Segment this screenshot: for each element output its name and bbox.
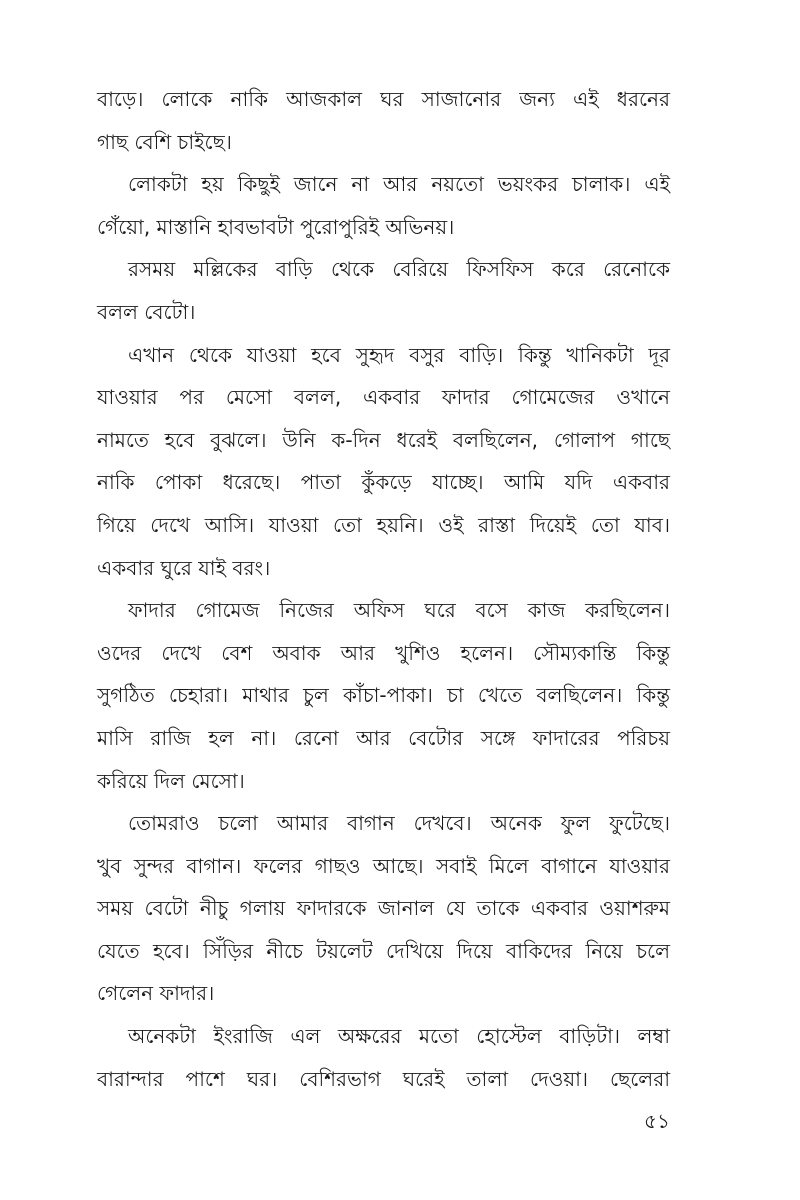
text-line: রসময় মল্লিকের বাড়ি থেকে বেরিয়ে ফিসফিস করে রেনোকে [128, 257, 670, 282]
text-line: গেলেন ফাদার। [97, 981, 215, 1006]
text-line: নামতে হবে বুঝলে। উনি ক-দিন ধরেই বলছিলেন, গোলাপ গাছে [97, 427, 670, 452]
book-page-text [97, 78, 670, 1100]
text-line: ফাদার গোমেজ নিজের অফিস ঘরে বসে কাজ করছিলেন। [128, 598, 670, 623]
text-line: অনেকটা ইংরাজি এল অক্ষরের মতো হোস্টেল বাড়িটা। লম্বা [128, 1024, 670, 1049]
text-line: যেতে হবে। সিঁড়ির নীচে টয়লেট দেখিয়ে দিয়ে বাকিদের নিয়ে চলে [97, 938, 670, 963]
text-line: ওদের দেখে বেশ অবাক আর খুশিও হলেন। সৌম্যকান্তি কিন্তু [97, 640, 670, 665]
text-line: গিয়ে দেখে আসি। যাওয়া তো হয়নি। ওই রাস্তা দিয়েই তো যাব। [97, 512, 670, 537]
page-number: ৫১ [644, 1109, 670, 1133]
text-line: তোমরাও চলো আমার বাগান দেখবে। অনেক ফুল ফুটেছে। [128, 811, 670, 836]
text-line: একবার ঘুরে যাই বরং। [97, 555, 271, 580]
text-line: বারান্দার পাশে ঘর। বেশিরভাগ ঘরেই তালা দেওয়া। ছেলেরা [97, 1066, 670, 1091]
text-line: বাড়ে। লোকে নাকি আজকাল ঘর সাজানোর জন্য এই ধরনের [97, 87, 670, 111]
text-line: খুব সুন্দর বাগান। ফলের গাছও আছে। সবাই মিলে বাগানে যাওয়ার [97, 853, 670, 878]
text-line: গেঁয়ো, মাস্তানি হাবভাবটা পুরোপুরিই অভিনয়। [97, 214, 455, 239]
text-line: করিয়ে দিল মেসো। [97, 768, 245, 793]
text-line: বলল বেটো। [97, 299, 196, 324]
text-line: সময় বেটো নীচু গলায় ফাদারকে জানাল যে তাকে একবার ওয়াশরুম [97, 896, 670, 921]
text-line: এখান থেকে যাওয়া হবে সুহৃদ বসুর বাড়ি। কিন্তু খানিকটা দূর [128, 342, 670, 367]
text-line: লোকটা হয় কিছুই জানে না আর নয়তো ভয়ংকর চালাক। এই [128, 172, 670, 197]
text-line: মাসি রাজি হল না। রেনো আর বেটোর সঙ্গে ফাদারের পরিচয় [97, 725, 670, 750]
text-line: সুগঠিত চেহারা। মাথার চুল কাঁচা-পাকা। চা খেতে বলছিলেন। কিন্তু [97, 683, 670, 708]
text-line: যাওয়ার পর মেসো বলল, একবার ফাদার গোমেজের ওখানে [97, 385, 670, 410]
text-line: গাছ বেশি চাইছে। [97, 129, 232, 154]
text-line: নাকি পোকা ধরেছে। পাতা কুঁকড়ে যাচ্ছে। আমি যদি একবার [97, 470, 670, 495]
